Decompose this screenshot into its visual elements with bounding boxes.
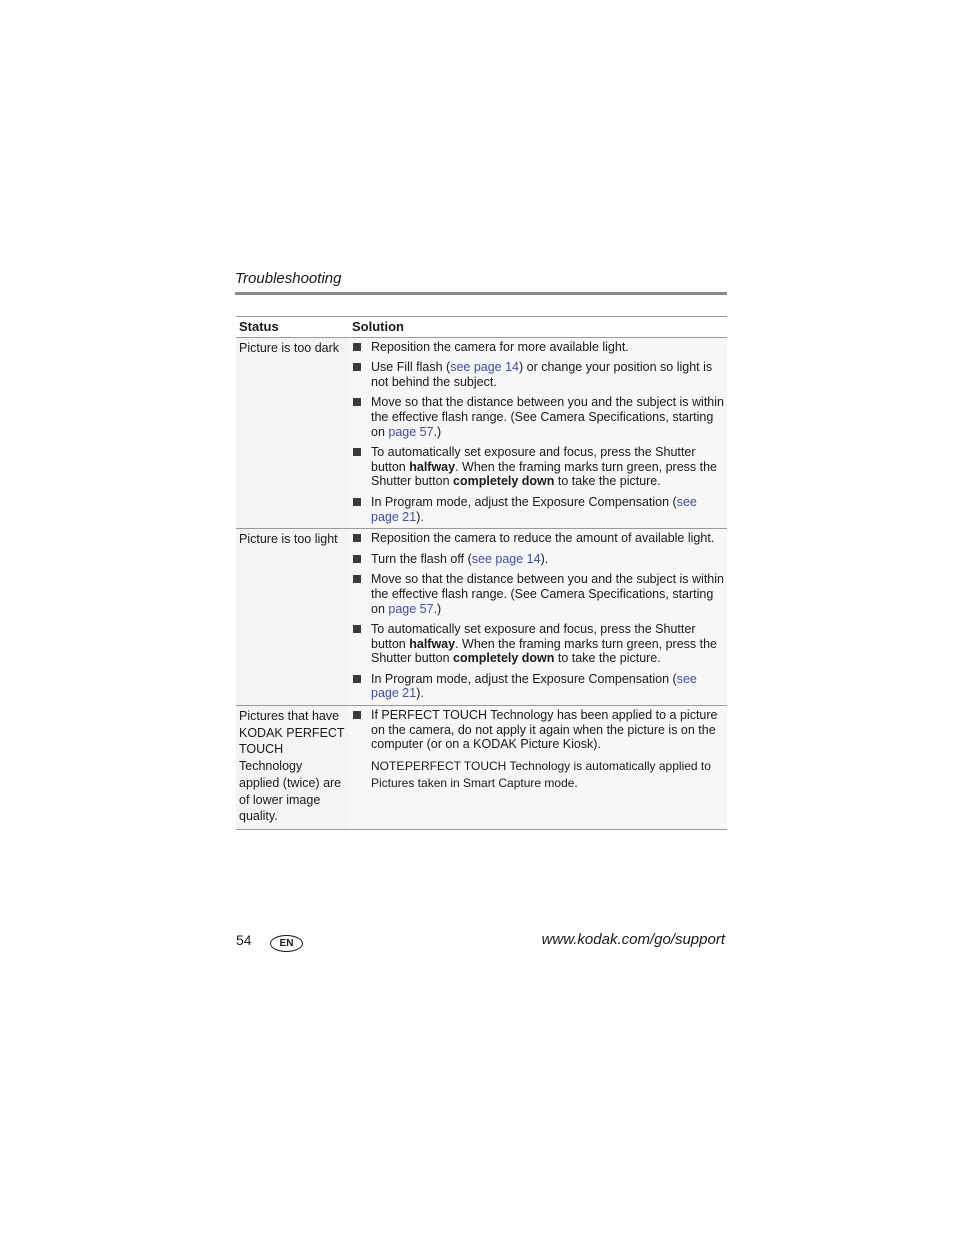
square-bullet-icon: [353, 711, 361, 719]
header-rule: [235, 292, 727, 295]
solution-text: ).: [540, 551, 549, 566]
solution-text: In Program mode, adjust the Exposure Compensation (: [371, 494, 677, 509]
solution-item: [352, 445, 724, 489]
solution-text: . When the framing marks turn green, press the Shutter button: [371, 636, 718, 666]
table-row: [236, 706, 727, 830]
note-label: NOTE:: [371, 758, 408, 773]
solution-text: To automatically set exposure and focus, press the Shutter button: [371, 622, 696, 651]
solution-column-header: Solution: [349, 317, 727, 338]
emphasis-text: halfway: [409, 459, 456, 474]
solution-text: Reposition the camera to reduce the amount of available light.: [371, 531, 715, 546]
solution-text: Use Fill flash (: [371, 360, 451, 375]
solution-item: [352, 672, 724, 701]
square-bullet-icon: [353, 555, 361, 563]
solution-item: [352, 495, 724, 524]
page-reference-link[interactable]: page 57: [388, 424, 434, 439]
square-bullet-icon: [353, 398, 361, 406]
solution-item: [352, 572, 724, 616]
page-reference-link[interactable]: see page 14: [471, 551, 541, 566]
section-title: Troubleshooting: [235, 270, 342, 287]
solution-cell: [349, 706, 727, 830]
status-column-header: Status: [236, 317, 349, 338]
table-body: [236, 337, 727, 829]
solution-text: Move so that the distance between you and the subject is within the effective flash range. (See Camera Specifications, starting on: [371, 572, 724, 616]
troubleshooting-table: [236, 316, 727, 830]
solution-text: To automatically set exposure and focus, press the Shutter button: [371, 445, 696, 474]
status-cell: Picture is too light: [236, 529, 349, 706]
square-bullet-icon: [353, 498, 361, 506]
language-badge: EN: [270, 935, 303, 952]
square-bullet-icon: [353, 575, 361, 583]
status-cell: Picture is too dark: [236, 337, 349, 529]
solution-text: .): [433, 424, 442, 439]
solution-item: [352, 622, 724, 666]
page-reference-link[interactable]: see page 21: [371, 494, 697, 524]
square-bullet-icon: [353, 363, 361, 371]
table-row: [236, 529, 727, 706]
solution-text: In Program mode, adjust the Exposure Compensation (: [371, 671, 677, 686]
note-text: PERFECT TOUCH Technology is automatically applied to Pictures taken in Smart Capture mode.: [371, 758, 711, 790]
solution-cell: [349, 529, 727, 706]
solution-text: to take the picture.: [554, 651, 661, 666]
table-row: [236, 337, 727, 529]
solution-text: to take the picture.: [554, 474, 661, 489]
solution-item: [352, 708, 724, 752]
solution-text: ).: [416, 509, 424, 524]
table-header-row: [236, 317, 727, 338]
solution-item: [352, 552, 724, 567]
solution-text: ) or change your position so light is not behind the subject.: [371, 360, 713, 389]
emphasis-text: completely down: [453, 651, 555, 666]
square-bullet-icon: [353, 675, 361, 683]
solution-item: [352, 340, 724, 355]
solution-text: Reposition the camera for more available light.: [371, 339, 629, 354]
solution-text: . When the framing marks turn green, press the Shutter button: [371, 459, 718, 489]
solution-item: [352, 395, 724, 439]
square-bullet-icon: [353, 448, 361, 456]
square-bullet-icon: [353, 534, 361, 542]
solution-text: Turn the flash off (: [371, 551, 472, 566]
square-bullet-icon: [353, 343, 361, 351]
page-reference-link[interactable]: see page 21: [371, 671, 697, 701]
solution-cell: [349, 337, 727, 529]
page-reference-link[interactable]: page 57: [388, 601, 434, 616]
emphasis-text: completely down: [453, 474, 555, 489]
note: [352, 758, 724, 792]
solution-text: ).: [416, 686, 424, 701]
solution-text: .): [433, 601, 442, 616]
square-bullet-icon: [353, 625, 361, 633]
solution-text: If PERFECT TOUCH Technology has been applied to a picture on the camera, do not apply it again when the picture is on the computer (or on a KODAK Picture Kiosk).: [371, 708, 718, 752]
page-reference-link[interactable]: see page 14: [450, 360, 519, 375]
page-number: 54: [236, 932, 252, 948]
solution-item: [352, 531, 724, 546]
emphasis-text: halfway: [409, 636, 456, 651]
support-url: www.kodak.com/go/support: [541, 931, 725, 948]
status-cell: Pictures that have KODAK PERFECT TOUCH Technology applied (twice) are of lower image quality.: [236, 706, 349, 830]
solution-item: [352, 360, 724, 389]
solution-text: Move so that the distance between you and the subject is within the effective flash range. (See Camera Specifications, starting on: [371, 395, 724, 439]
